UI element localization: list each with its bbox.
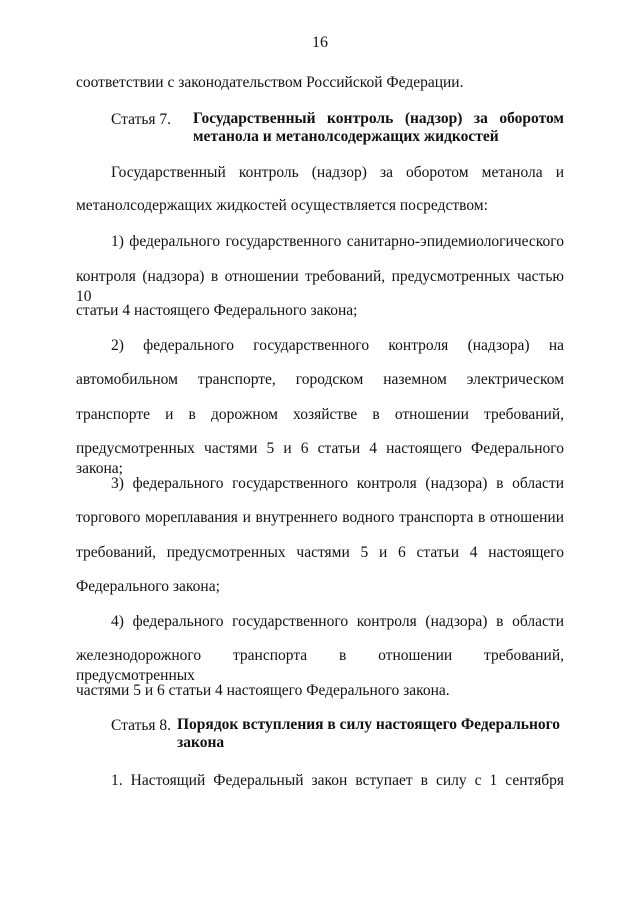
body-line: предусмотренных частями 5 и 6 статьи 4 настоящего Федерального закона; xyxy=(76,440,564,477)
article-8-title-line-1: Порядок вступления в силу настоящего Федерального xyxy=(177,716,561,733)
body-line: статьи 4 настоящего Федерального закона; xyxy=(76,302,358,319)
body-line: метанолсодержащих жидкостей осуществляется посредством: xyxy=(76,197,488,214)
body-line: соответствии с законодательством Российской Федерации. xyxy=(76,74,464,91)
body-line: 4) федерального государственного контроля (надзора) в области xyxy=(111,613,564,630)
body-line: транспорте и в дорожном хозяйстве в отношении требований, xyxy=(76,406,564,423)
body-line: 3) федерального государственного контроля (надзора) в области xyxy=(111,475,564,492)
article-8-label: Статья 8. xyxy=(111,717,172,734)
body-line: требований, предусмотренных частями 5 и 6 статьи 4 настоящего xyxy=(76,544,564,561)
page-number: 16 xyxy=(312,34,328,51)
body-line: Федерального закона; xyxy=(76,578,220,595)
article-7-title-line-1: Государственный контроль (надзор) за оборотом xyxy=(193,110,564,127)
article-7-label: Статья 7. xyxy=(111,111,172,128)
body-line: автомобильном транспорте, городском наземном электрическом xyxy=(76,371,564,388)
body-line: 1. Настоящий Федеральный закон вступает в силу с 1 сентября xyxy=(111,772,564,789)
article-7-title-line-2: метанола и метанолсодержащих жидкостей xyxy=(193,128,499,145)
body-line: 1) федерального государственного санитарно-эпидемиологического xyxy=(111,233,564,250)
article-8-title-line-2: закона xyxy=(177,734,225,751)
body-line: контроля (надзора) в отношении требований, предусмотренных частью 10 xyxy=(76,268,564,305)
body-line: частями 5 и 6 статьи 4 настоящего Федерального закона. xyxy=(76,682,450,699)
body-line: 2) федерального государственного контроля (надзора) на xyxy=(111,337,564,354)
body-line: торгового мореплавания и внутреннего водного транспорта в отношении xyxy=(76,509,564,526)
body-line: железнодорожного транспорта в отношении требований, предусмотренных xyxy=(76,647,564,684)
body-line: Государственный контроль (надзор) за оборотом метанола и xyxy=(111,164,564,181)
